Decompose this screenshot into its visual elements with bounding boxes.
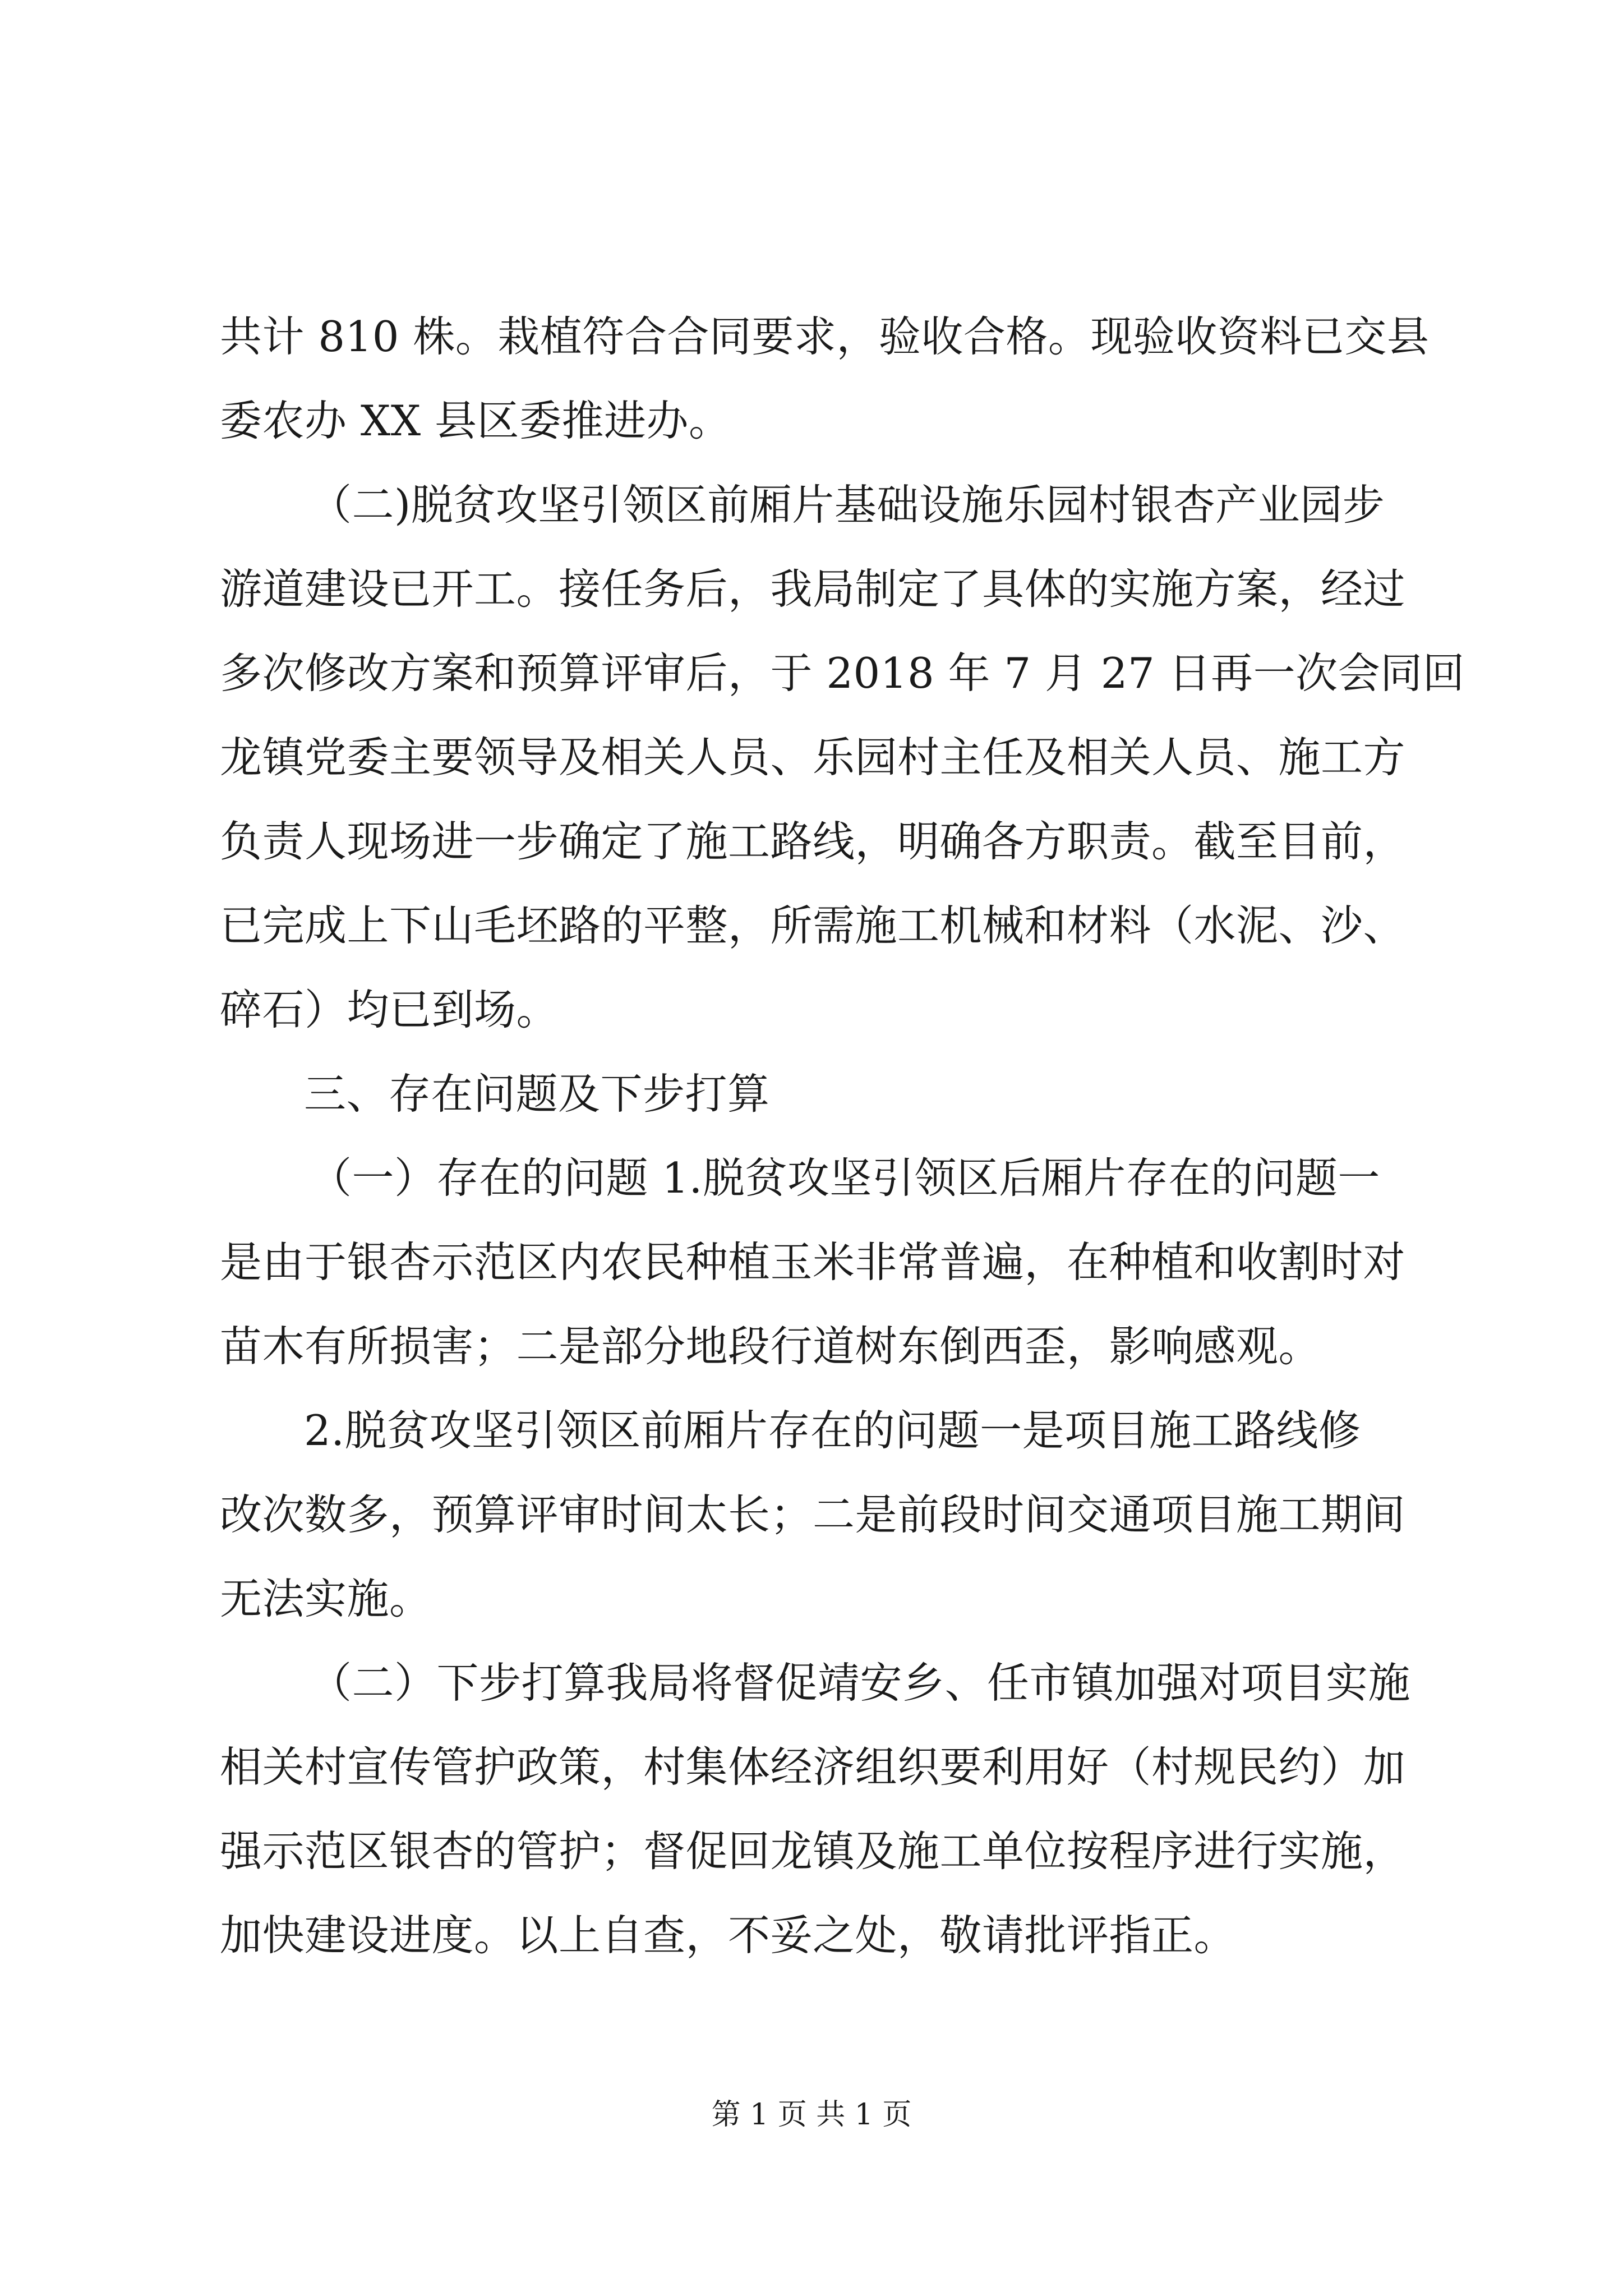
section-heading: 三、存在问题及下步打算: [304, 1069, 770, 1119]
page-footer: 第 1 页 共 1 页: [711, 2098, 912, 2132]
body-line: 改次数多，预算评审时间太长；二是前段时间交通项目施工期间: [220, 1490, 1406, 1539]
paragraph-3-first-line: （一）存在的问题 1.脱贫攻坚引领区后厢片存在的问题一: [310, 1153, 1380, 1203]
body-line: 是由于银杏示范区内农民种植玉米非常普遍，在种植和收割时对: [220, 1237, 1406, 1287]
body-line: 龙镇党委主要领导及相关人员、乐园村主任及相关人员、施工方: [220, 733, 1406, 782]
paragraph-2-first-line: （二)脱贫攻坚引领区前厢片基础设施乐园村银杏产业园步: [310, 480, 1385, 530]
body-line: 加快建设进度。以上自查，不妥之处，敬请批评指正。: [220, 1911, 1237, 1960]
paragraph-4-first-line: 2.脱贫攻坚引领区前厢片存在的问题一是项目施工路线修: [304, 1406, 1361, 1455]
body-line: 负责人现场进一步确定了施工路线，明确各方职责。截至目前，: [220, 817, 1406, 866]
body-line: 强示范区银杏的管护；督促回龙镇及施工单位按程序进行实施，: [220, 1826, 1406, 1876]
body-line: 无法实施。: [220, 1574, 432, 1623]
body-line: 苗木有所损害；二是部分地段行道树东倒西歪，影响感观。: [220, 1322, 1321, 1371]
body-line: 委农办 XX 县区委推进办。: [220, 396, 731, 445]
body-line: 多次修改方案和预算评审后，于 2018 年 7 月 27 日再一次会同回: [220, 648, 1465, 698]
body-line: 已完成上下山毛坯路的平整，所需施工机械和材料（水泥、沙、: [220, 901, 1406, 950]
body-line: 游道建设已开工。接任务后，我局制定了具体的实施方案，经过: [220, 564, 1406, 614]
body-line: 共计 810 株。栽植符合合同要求，验收合格。现验收资料已交县: [220, 312, 1430, 361]
body-line: 碎石）均已到场。: [220, 985, 559, 1034]
body-line: 相关村宣传管护政策，村集体经济组织要利用好（村规民约）加: [220, 1742, 1406, 1792]
paragraph-5-first-line: （二）下步打算我局将督促靖安乡、任市镇加强对项目实施: [310, 1658, 1411, 1708]
